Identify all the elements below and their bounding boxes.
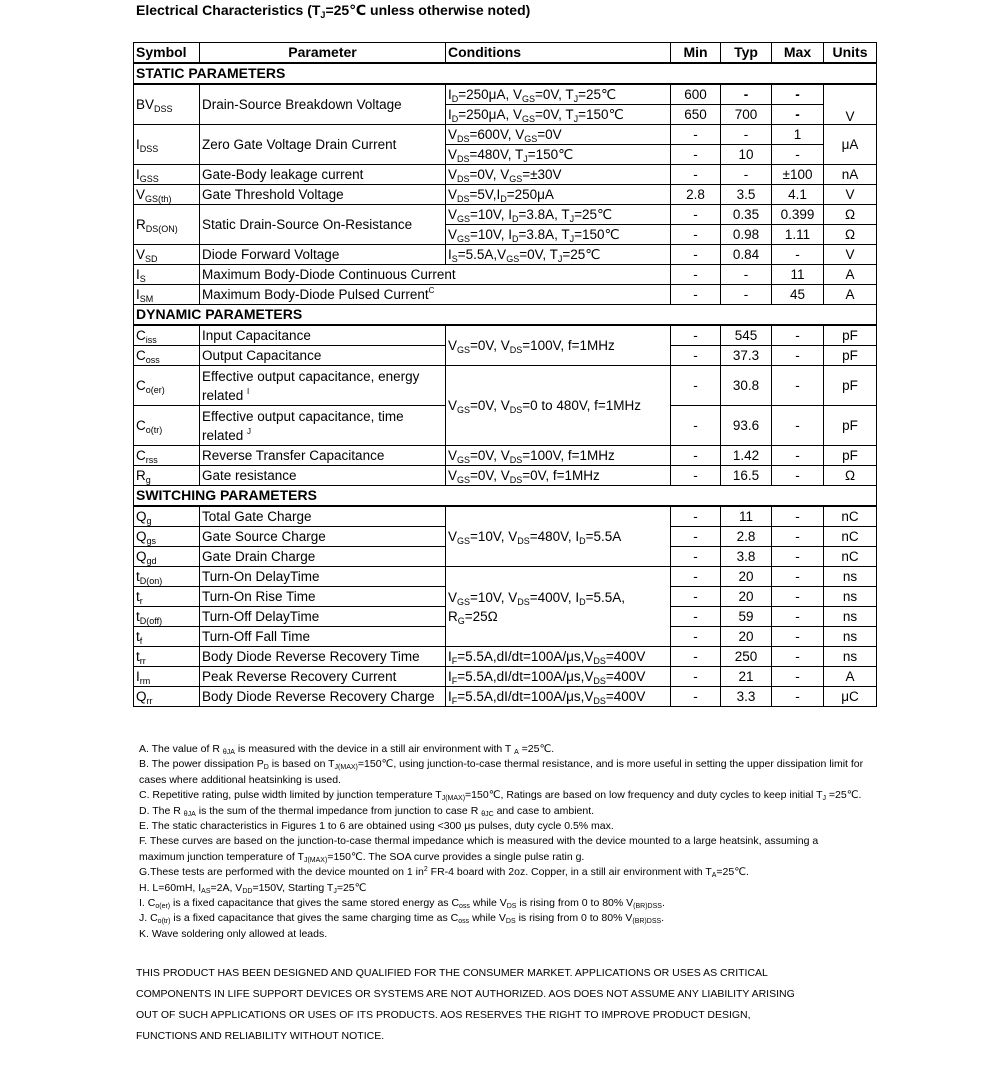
conditions-cell: $V_{GS}=10V$, $I_D=3.8A$, $T_J=25℃$ <box>446 205 671 225</box>
typ-cell: - <box>721 125 772 145</box>
parameter-cell: Body Diode Reverse Recovery Time <box>200 647 446 667</box>
footnote-k: K. Wave soldering only allowed at leads. <box>139 927 328 940</box>
units-cell: Ω <box>824 466 877 486</box>
disclaimer-line: OUT OF SUCH APPLICATIONS OR USES OF ITS PRODUCTS. AOS RESERVES THE RIGHT TO IMPROVE PRODUCT DESIGN, <box>136 1009 751 1021</box>
min-cell: - <box>671 325 721 346</box>
table-row <box>134 125 877 145</box>
footnote-b: B. The power dissipation $P_D$ is based on $T_{J(MAX)}=150℃$, using junction-to-case thermal resistance, and is more useful in setting the upper dissipation limit for cases where additional heatsinking is used. <box>139 758 864 786</box>
table-row <box>134 265 877 285</box>
parameter-cell: Effective output capacitance, time related $^J$ <box>200 406 446 446</box>
max-cell: - <box>772 406 824 446</box>
conditions-cell: $I_F=5.5A,dI/dt=100A/\mu s,V_{DS}=400V$ <box>446 667 671 687</box>
parameter-cell: Peak Reverse Recovery Current <box>200 667 446 687</box>
conditions-cell: $V_{GS}=10V$, $I_D=3.8A$, $T_J=150℃$ <box>446 225 671 245</box>
min-cell: 650 <box>671 105 721 125</box>
min-cell: - <box>671 265 721 285</box>
symbol-cell: $C_{o(er)}$ <box>134 366 200 406</box>
parameter-cell: Turn-Off Fall Time <box>200 627 446 647</box>
col-header-max: Max <box>772 43 824 64</box>
footnote-h: H. L=60mH, $I_{AS}=2A$, $V_{DD}=150V$, Starting $T_J=25℃$ <box>139 881 367 895</box>
electrical-characteristics-table <box>133 42 877 707</box>
table-row <box>134 285 877 305</box>
typ-cell: 37.3 <box>721 346 772 366</box>
parameter-cell: Effective output capacitance, energy related $^I$ <box>200 366 446 406</box>
units-cell: nC <box>824 547 877 567</box>
min-cell: - <box>671 165 721 185</box>
symbol-cell: $Q_{rr}$ <box>134 687 200 707</box>
max-cell: - <box>772 366 824 406</box>
typ-cell: 2.8 <box>721 527 772 547</box>
table-row <box>134 205 877 225</box>
parameter-cell: Total Gate Charge <box>200 506 446 527</box>
disclaimer-line: COMPONENTS IN LIFE SUPPORT DEVICES OR SYSTEMS ARE NOT AUTHORIZED. AOS DOES NOT ASSUME ANY LIABILITY ARISING <box>136 988 795 1000</box>
min-cell: - <box>671 366 721 406</box>
symbol-cell: $I_{GSS}$ <box>134 165 200 185</box>
footnote-f: F. These curves are based on the junction-to-case thermal impedance which is measured with the device mounted to a large heatsink, assuming a maximum junction temperature of $T_{J(MAX)}=150℃$. The SOA curve provides a single pulse ratin g. <box>139 835 819 864</box>
typ-cell: - <box>721 84 772 105</box>
max-cell: - <box>772 506 824 527</box>
symbol-cell: $C_{iss}$ <box>134 325 200 346</box>
disclaimer-line: FUNCTIONS AND RELIABILITY WITHOUT NOTICE. <box>136 1030 385 1042</box>
symbol-cell: $BV_{DSS}$ <box>134 84 200 125</box>
max-cell: 0.399 <box>772 205 824 225</box>
conditions-cell: $V_{DS}=0V$, $V_{GS}=\pm 30V$ <box>446 165 671 185</box>
symbol-cell: $C_{o(tr)}$ <box>134 406 200 446</box>
min-cell: - <box>671 205 721 225</box>
symbol-cell: $V_{SD}$ <box>134 245 200 265</box>
table-row <box>134 687 877 707</box>
parameter-cell: Maximum Body-Diode Pulsed Current$^C$ <box>200 285 671 305</box>
min-cell: - <box>671 627 721 647</box>
units-cell: V <box>824 245 877 265</box>
units-cell: Ω <box>824 205 877 225</box>
min-cell: - <box>671 125 721 145</box>
units-cell: ns <box>824 587 877 607</box>
footnote-d: D. The R $_{\theta JA}$ is the sum of the thermal impedance from junction to case R $_{\theta JC}$ and case to ambient. <box>139 804 595 818</box>
symbol-cell: $Q_g$ <box>134 506 200 527</box>
symbol-cell: $t_f$ <box>134 627 200 647</box>
conditions-cell: $I_D=250\mu A$, $V_{GS}=0V$, $T_J=150℃$ <box>446 105 671 125</box>
symbol-cell: $V_{GS(th)}$ <box>134 185 200 205</box>
parameter-cell: Turn-On Rise Time <box>200 587 446 607</box>
min-cell: - <box>671 667 721 687</box>
max-cell: 1 <box>772 125 824 145</box>
units-cell: μC <box>824 687 877 707</box>
min-cell: - <box>671 647 721 667</box>
typ-cell: 20 <box>721 567 772 587</box>
max-cell: - <box>772 527 824 547</box>
footnote-c: C. Repetitive rating, pulse width limited by junction temperature $T_{J(MAX)}=150℃$, Ratings are based on low frequency and duty cycles to keep initial $T_J$ =25℃. <box>139 789 862 803</box>
parameter-cell: Gate Drain Charge <box>200 547 446 567</box>
parameter-cell: Diode Forward Voltage <box>200 245 446 265</box>
units-cell: μA <box>824 125 877 165</box>
typ-cell: 700 <box>721 105 772 125</box>
typ-cell: 1.42 <box>721 446 772 466</box>
typ-cell: 3.8 <box>721 547 772 567</box>
page-title: Electrical Characteristics ($T_J=25℃$ unless otherwise noted) <box>136 2 531 20</box>
table-row <box>134 506 877 527</box>
typ-cell: 20 <box>721 587 772 607</box>
parameter-cell: Zero Gate Voltage Drain Current <box>200 125 446 165</box>
max-cell: - <box>772 647 824 667</box>
min-cell: - <box>671 145 721 165</box>
parameter-cell: Output Capacitance <box>200 346 446 366</box>
units-cell: Ω <box>824 225 877 245</box>
min-cell: - <box>671 285 721 305</box>
units-cell: pF <box>824 406 877 446</box>
units-cell: V <box>824 185 877 205</box>
symbol-cell: $t_r$ <box>134 587 200 607</box>
parameter-cell: Gate Source Charge <box>200 527 446 547</box>
max-cell: 1.11 <box>772 225 824 245</box>
disclaimer-line: THIS PRODUCT HAS BEEN DESIGNED AND QUALIFIED FOR THE CONSUMER MARKET. APPLICATIONS OR USES AS CRITICAL <box>136 967 768 979</box>
typ-cell: - <box>721 285 772 305</box>
typ-cell: 545 <box>721 325 772 346</box>
conditions-cell: $V_{GS}=10V$, $V_{DS}=400V$, $I_D=5.5A$, $R_G=25\Omega$ <box>446 567 671 647</box>
table-row <box>134 84 877 105</box>
conditions-cell: $V_{DS}=600V$, $V_{GS}=0V$ <box>446 125 671 145</box>
symbol-cell: $Q_{gd}$ <box>134 547 200 567</box>
footnote-g: G.These tests are performed with the device mounted on 1 $in^2$ FR-4 board with 2oz. Copper, in a still air environment with $T_A=25℃$. <box>139 866 749 880</box>
symbol-cell: $C_{oss}$ <box>134 346 200 366</box>
min-cell: - <box>671 245 721 265</box>
min-cell: - <box>671 225 721 245</box>
max-cell: - <box>772 667 824 687</box>
symbol-cell: $R_g$ <box>134 466 200 486</box>
symbol-cell: $I_{rm}$ <box>134 667 200 687</box>
min-cell: - <box>671 587 721 607</box>
conditions-cell: $V_{DS}=480V$, $T_J=150℃$ <box>446 145 671 165</box>
max-cell: - <box>772 446 824 466</box>
units-cell: ns <box>824 607 877 627</box>
units-cell: nA <box>824 165 877 185</box>
table-row <box>134 245 877 265</box>
parameter-cell: Gate-Body leakage current <box>200 165 446 185</box>
typ-cell: 0.84 <box>721 245 772 265</box>
table-header-row <box>134 43 877 64</box>
min-cell: - <box>671 446 721 466</box>
col-header-typ: Typ <box>721 43 772 64</box>
conditions-cell: $I_D=250\mu A$, $V_{GS}=0V$, $T_J=25℃$ <box>446 84 671 105</box>
section-switching-title: SWITCHING PARAMETERS <box>134 486 877 507</box>
footnote-i: I. $C_{o(er)}$ is a fixed capacitance that gives the same stored energy as $C_{oss}$ while $V_{DS}$ is rising from 0 to 80% $V_{(BR)DSS}$. <box>139 897 665 911</box>
table-row <box>134 165 877 185</box>
units-cell: pF <box>824 325 877 346</box>
conditions-cell: $I_F=5.5A,dI/dt=100A/\mu s,V_{DS}=400V$ <box>446 687 671 707</box>
footnote-j: J. $C_{o(tr)}$ is a fixed capacitance that gives the same charging time as $C_{oss}$ while $V_{DS}$ is rising from 0 to 80% $V_{(BR)DSS}$. <box>139 912 665 926</box>
table-row <box>134 446 877 466</box>
table-row <box>134 567 877 587</box>
min-cell: - <box>671 346 721 366</box>
section-row <box>134 305 877 326</box>
max-cell: ±100 <box>772 165 824 185</box>
typ-cell: 20 <box>721 627 772 647</box>
units-cell: V <box>824 84 877 125</box>
min-cell: - <box>671 547 721 567</box>
symbol-cell: $t_{rr}$ <box>134 647 200 667</box>
typ-cell: 10 <box>721 145 772 165</box>
section-static-title: STATIC PARAMETERS <box>134 63 877 84</box>
parameter-cell: Input Capacitance <box>200 325 446 346</box>
table-row <box>134 466 877 486</box>
table-row <box>134 647 877 667</box>
symbol-cell: $Q_{gs}$ <box>134 527 200 547</box>
typ-cell: 21 <box>721 667 772 687</box>
min-cell: - <box>671 607 721 627</box>
typ-cell: - <box>721 165 772 185</box>
units-cell: nC <box>824 527 877 547</box>
parameter-cell: Static Drain-Source On-Resistance <box>200 205 446 245</box>
max-cell: - <box>772 547 824 567</box>
footnote-a: A. The value of R $_{\theta JA}$ is measured with the device in a still air environment with T $_A$ =25℃. <box>139 743 555 756</box>
typ-cell: 0.35 <box>721 205 772 225</box>
typ-cell: 16.5 <box>721 466 772 486</box>
conditions-cell: $V_{GS}=0V$, $V_{DS}=0V$, f=1MHz <box>446 466 671 486</box>
min-cell: - <box>671 466 721 486</box>
col-header-symbol: Symbol <box>134 43 200 64</box>
typ-cell: 3.5 <box>721 185 772 205</box>
units-cell: nC <box>824 506 877 527</box>
units-cell: pF <box>824 346 877 366</box>
typ-cell: 3.3 <box>721 687 772 707</box>
units-cell: pF <box>824 446 877 466</box>
parameter-cell: Body Diode Reverse Recovery Charge <box>200 687 446 707</box>
typ-cell: 59 <box>721 607 772 627</box>
max-cell: - <box>772 245 824 265</box>
conditions-cell: $V_{GS}=0V$, $V_{DS}=100V$, f=1MHz <box>446 325 671 366</box>
disclaimer <box>136 963 866 1047</box>
min-cell: - <box>671 506 721 527</box>
conditions-cell: $I_S=5.5A,V_{GS}=0V$, $T_J=25℃$ <box>446 245 671 265</box>
parameter-cell: Turn-On DelayTime <box>200 567 446 587</box>
symbol-cell: $t_{D(off)}$ <box>134 607 200 627</box>
footnote-e: E. The static characteristics in Figures 1 to 6 are obtained using <300 μs pulses, duty cycle 0.5% max. <box>139 820 614 833</box>
typ-cell: 11 <box>721 506 772 527</box>
section-dynamic-title: DYNAMIC PARAMETERS <box>134 305 877 326</box>
units-cell: A <box>824 667 877 687</box>
col-header-conditions: Conditions <box>446 43 671 64</box>
parameter-cell: Drain-Source Breakdown Voltage <box>200 84 446 125</box>
min-cell: - <box>671 567 721 587</box>
units-cell: pF <box>824 366 877 406</box>
max-cell: - <box>772 607 824 627</box>
parameter-cell: Reverse Transfer Capacitance <box>200 446 446 466</box>
symbol-cell: $I_{DSS}$ <box>134 125 200 165</box>
units-cell: ns <box>824 567 877 587</box>
units-cell: A <box>824 285 877 305</box>
units-cell: ns <box>824 627 877 647</box>
min-cell: 600 <box>671 84 721 105</box>
table-row <box>134 667 877 687</box>
table-row <box>134 185 877 205</box>
conditions-cell: $V_{GS}=0V$, $V_{DS}=100V$, f=1MHz <box>446 446 671 466</box>
parameter-cell: Gate Threshold Voltage <box>200 185 446 205</box>
max-cell: - <box>772 687 824 707</box>
units-cell: ns <box>824 647 877 667</box>
symbol-cell: $R_{DS(ON)}$ <box>134 205 200 245</box>
typ-cell: 93.6 <box>721 406 772 446</box>
typ-cell: - <box>721 265 772 285</box>
max-cell: 45 <box>772 285 824 305</box>
col-header-parameter: Parameter <box>200 43 446 64</box>
min-cell: - <box>671 687 721 707</box>
max-cell: 4.1 <box>772 185 824 205</box>
min-cell: - <box>671 406 721 446</box>
typ-cell: 0.98 <box>721 225 772 245</box>
table-row <box>134 325 877 346</box>
col-header-units: Units <box>824 43 877 64</box>
conditions-cell: $V_{GS}=0V$, $V_{DS}=0$ to 480V, f=1MHz <box>446 366 671 446</box>
parameter-cell: Gate resistance <box>200 466 446 486</box>
max-cell: - <box>772 587 824 607</box>
footnotes <box>139 742 864 942</box>
typ-cell: 250 <box>721 647 772 667</box>
symbol-cell: $t_{D(on)}$ <box>134 567 200 587</box>
max-cell: - <box>772 325 824 346</box>
symbol-cell: $I_{SM}$ <box>134 285 200 305</box>
section-row <box>134 486 877 507</box>
max-cell: - <box>772 346 824 366</box>
parameter-cell: Turn-Off DelayTime <box>200 607 446 627</box>
section-row <box>134 63 877 84</box>
min-cell: 2.8 <box>671 185 721 205</box>
conditions-cell: $V_{DS}=5V,I_D=250\mu A$ <box>446 185 671 205</box>
max-cell: 11 <box>772 265 824 285</box>
parameter-cell: Maximum Body-Diode Continuous Current <box>200 265 671 285</box>
max-cell: - <box>772 567 824 587</box>
units-cell: A <box>824 265 877 285</box>
max-cell: - <box>772 145 824 165</box>
max-cell: - <box>772 466 824 486</box>
max-cell: - <box>772 84 824 105</box>
conditions-cell: $I_F=5.5A,dI/dt=100A/\mu s,V_{DS}=400V$ <box>446 647 671 667</box>
max-cell: - <box>772 627 824 647</box>
col-header-min: Min <box>671 43 721 64</box>
table-row <box>134 366 877 406</box>
typ-cell: 30.8 <box>721 366 772 406</box>
symbol-cell: $C_{rss}$ <box>134 446 200 466</box>
min-cell: - <box>671 527 721 547</box>
max-cell: - <box>772 105 824 125</box>
symbol-cell: $I_S$ <box>134 265 200 285</box>
conditions-cell: $V_{GS}=10V$, $V_{DS}=480V$, $I_D=5.5A$ <box>446 506 671 567</box>
